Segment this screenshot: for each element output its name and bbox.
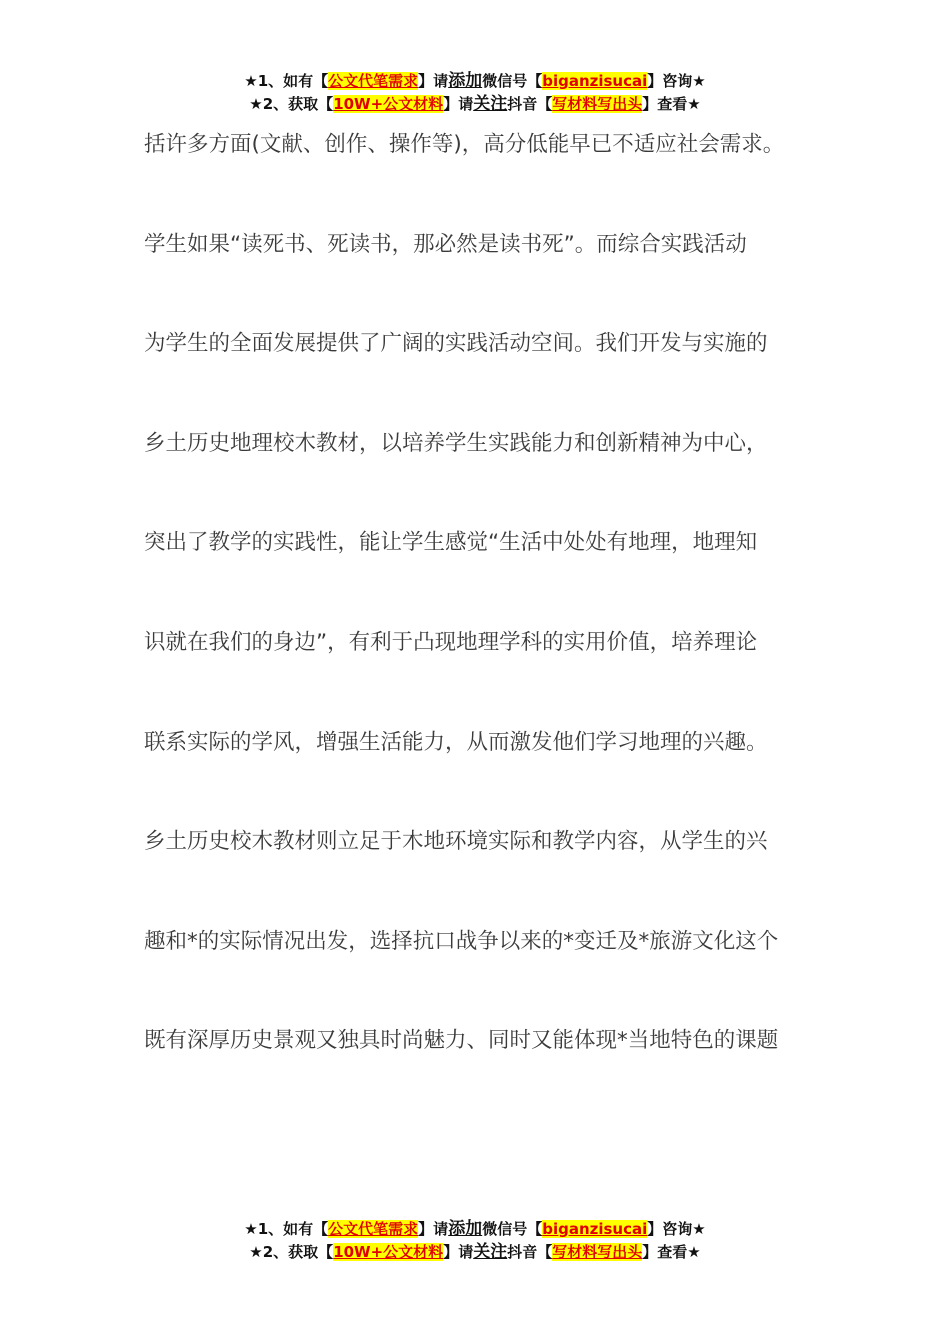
highlight-materials: 10W+公文材料 <box>333 1243 444 1261</box>
banner-text: 】咨询★ <box>647 1220 706 1238</box>
banner-text: 微信号【 <box>482 72 543 90</box>
banner-text: 】请 <box>443 1243 474 1261</box>
body-line: 为学生的全面发展提供了广阔的实践活动空间。我们开发与实施的 <box>144 331 768 357</box>
body-line: 联系实际的学风，增强生活能力，从而激发他们学习地理的兴趣。 <box>144 729 768 755</box>
banner-text: ★2、获取【 <box>249 95 334 113</box>
body-line: 括许多方面(文献、创作、操作等)，高分低能早已不适应社会需求。 <box>144 132 785 157</box>
emphasis-follow: 关注 <box>473 1242 508 1262</box>
footer-banner <box>0 1218 950 1264</box>
highlight-douyin-account: 写材料写出头 <box>552 95 643 113</box>
banner-text: 】请 <box>443 95 474 113</box>
emphasis-add: 添加 <box>448 1219 483 1239</box>
highlight-wechat-id: biganzisucai <box>542 72 648 90</box>
document-body <box>144 120 824 1116</box>
banner-text: 】咨询★ <box>647 72 706 90</box>
body-line: 突出了教学的实践性，能让学生感觉“生活中处处有地理，地理知 <box>144 530 758 556</box>
banner-line-1 <box>0 70 950 93</box>
banner-line-2 <box>0 93 950 116</box>
body-line: 乡土历史校木教材则立足于木地环境实际和教学内容，从学生的兴 <box>144 829 768 855</box>
banner-text: 】查看★ <box>642 1243 701 1261</box>
emphasis-follow: 关注 <box>473 94 508 114</box>
emphasis-add: 添加 <box>448 71 483 91</box>
banner-text: 】查看★ <box>642 95 701 113</box>
body-line: 学生如果“读死书、死读书，那必然是读书死”。而综合实践活动 <box>144 231 747 257</box>
body-line: 识就在我们的身边”，有利于凸现地理学科的实用价值，培养理论 <box>144 629 758 655</box>
banner-text: ★2、获取【 <box>249 1243 334 1261</box>
header-banner <box>0 70 950 116</box>
highlight-materials: 10W+公文材料 <box>333 95 444 113</box>
banner-text: 微信号【 <box>482 1220 543 1238</box>
highlight-douyin-account: 写材料写出头 <box>552 1243 643 1261</box>
highlight-service: 公文代笔需求 <box>328 72 419 90</box>
banner-line-2 <box>0 1241 950 1264</box>
body-line: 既有深厚历史景观又独具时尚魅力、同时又能体现*当地特色的课题 <box>144 1028 779 1054</box>
banner-line-1 <box>0 1218 950 1241</box>
banner-text: 抖音【 <box>507 1243 553 1261</box>
banner-text: 】请 <box>418 72 449 90</box>
banner-text: 】请 <box>418 1220 449 1238</box>
banner-text: ★1、如有【 <box>244 1220 329 1238</box>
body-line: 趣和*的实际情况出发，选择抗口战争以来的*变迁及*旅游文化这个 <box>144 928 779 954</box>
banner-text: 抖音【 <box>507 95 553 113</box>
banner-text: ★1、如有【 <box>244 72 329 90</box>
highlight-service: 公文代笔需求 <box>328 1220 419 1238</box>
highlight-wechat-id: biganzisucai <box>542 1220 648 1238</box>
body-line: 乡土历史地理校木教材，以培养学生实践能力和创新精神为中心， <box>144 430 768 456</box>
